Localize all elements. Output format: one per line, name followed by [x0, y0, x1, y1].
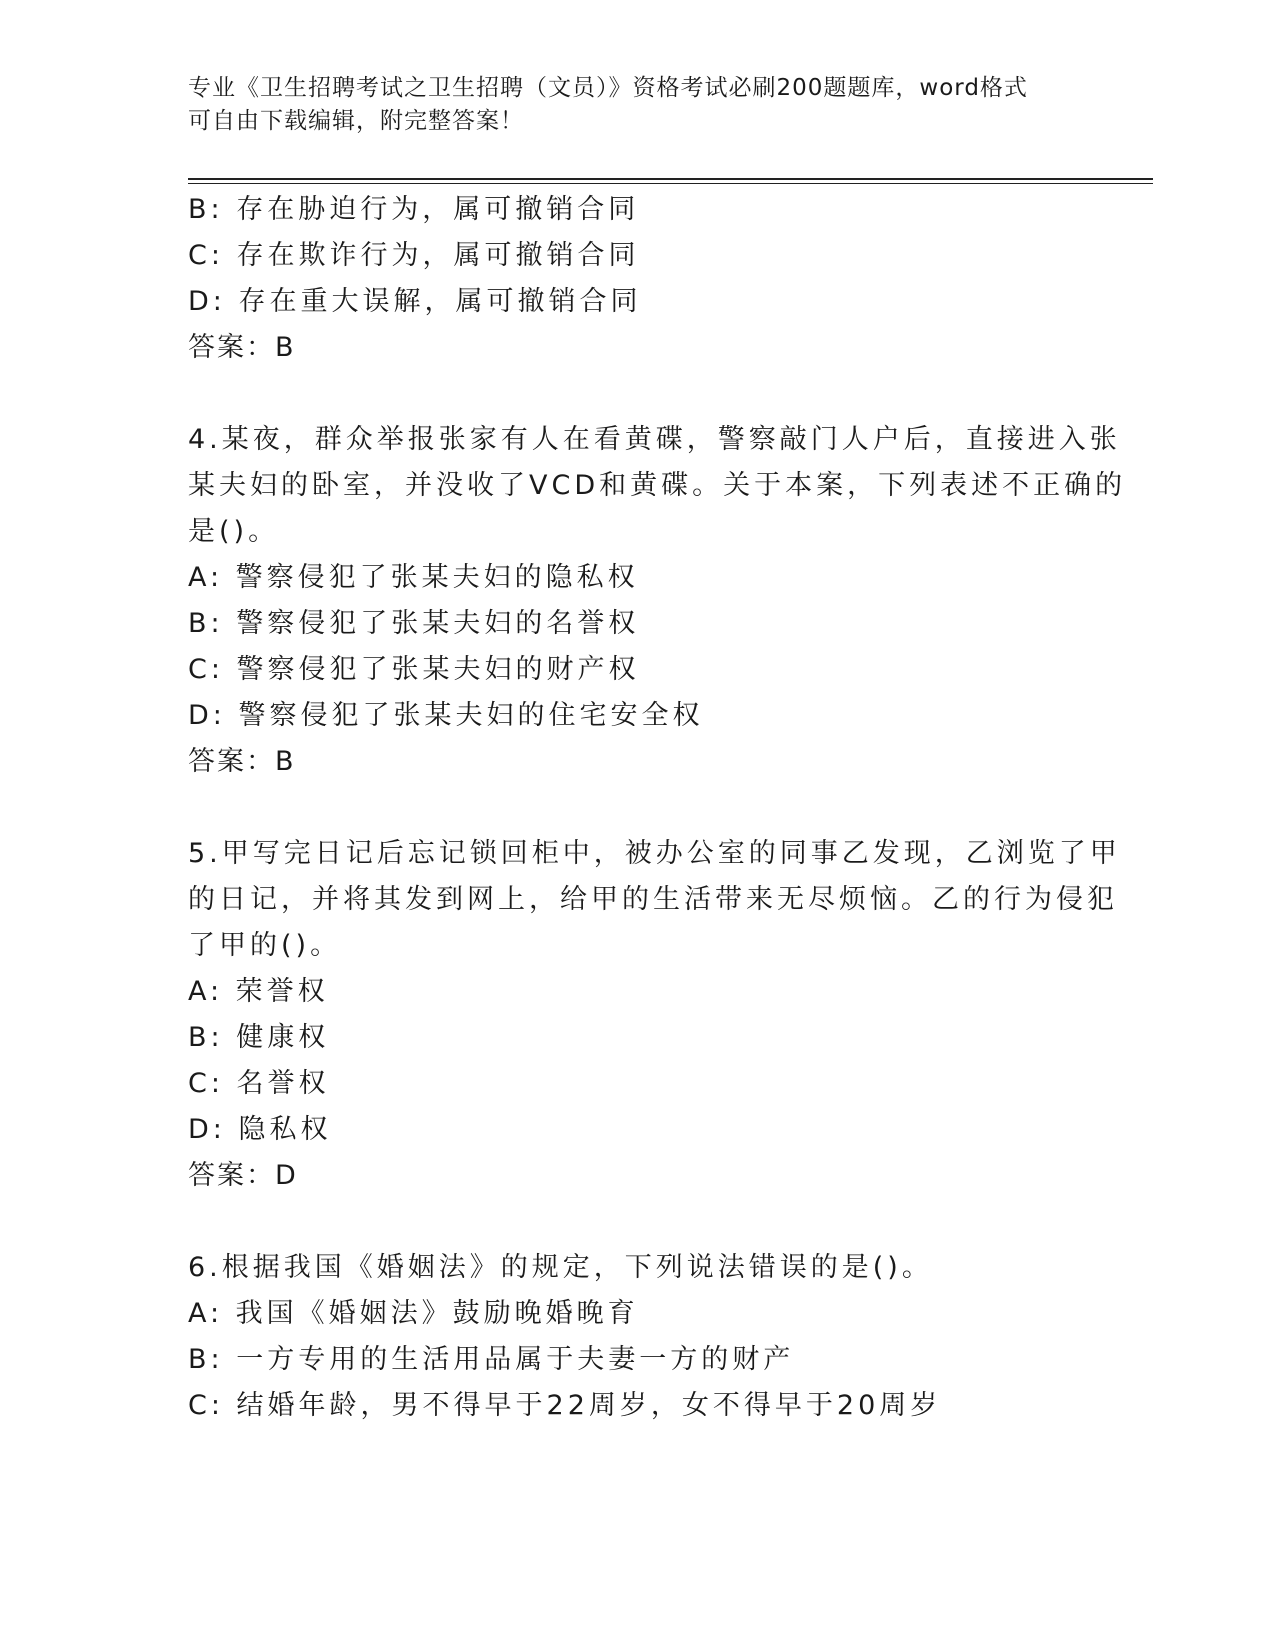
header-line-2: 可自由下载编辑，附完整答案！: [188, 108, 524, 134]
question-stem-line: 4.某夜，群众举报张家有人在看黄碟，警察敲门人户后，直接进入张: [188, 424, 1121, 455]
question-stem-line: 某夫妇的卧室，并没收了VCD和黄碟。关于本案，下列表述不正确的: [188, 470, 1127, 501]
spacer: [188, 371, 1068, 417]
header-line-1: 专业《卫生招聘考试之卫生招聘（文员）》资格考试必刷200题题库，word格式: [188, 75, 1028, 101]
option-a: A: 荣誉权: [188, 976, 329, 1007]
option-b: B: 警察侵犯了张某夫妇的名誉权: [188, 608, 640, 639]
question-3: [188, 187, 1068, 371]
spacer: [188, 785, 1068, 831]
question-5: [188, 831, 1121, 1199]
option-b: B: 存在胁迫行为，属可撤销合同: [188, 194, 640, 225]
option-c: C: 存在欺诈行为，属可撤销合同: [188, 240, 640, 271]
question-stem-line: 是()。: [188, 516, 280, 547]
option-a: A: 我国《婚姻法》鼓励晚婚晚育: [188, 1298, 639, 1329]
question-stem-line: 了甲的()。: [188, 930, 342, 961]
option-a: A: 警察侵犯了张某夫妇的隐私权: [188, 562, 639, 593]
option-b: B: 健康权: [188, 1022, 330, 1053]
question-stem-line: 6.根据我国《婚姻法》的规定，下列说法错误的是()。: [188, 1252, 933, 1283]
option-c: C: 名誉权: [188, 1068, 330, 1099]
option-d: D: 存在重大误解，属可撤销合同: [188, 286, 642, 317]
header-divider-thick: [188, 178, 1153, 180]
question-4: [188, 417, 1127, 785]
option-d: D: 警察侵犯了张某夫妇的住宅安全权: [188, 700, 704, 731]
spacer: [188, 1199, 1068, 1245]
answer: 答案：B: [188, 746, 296, 777]
document-header: [188, 72, 1068, 138]
question-6: [188, 1245, 1068, 1429]
answer: 答案：B: [188, 332, 296, 363]
header-divider-thin: [188, 183, 1153, 184]
option-d: D: 隐私权: [188, 1114, 332, 1145]
option-b: B: 一方专用的生活用品属于夫妻一方的财产: [188, 1344, 795, 1375]
option-c: C: 警察侵犯了张某夫妇的财产权: [188, 654, 640, 685]
question-stem-line: 的日记，并将其发到网上，给甲的生活带来无尽烦恼。乙的行为侵犯: [188, 884, 1118, 915]
answer: 答案：D: [188, 1160, 298, 1191]
question-stem-line: 5.甲写完日记后忘记锁回柜中，被办公室的同事乙发现，乙浏览了甲: [188, 838, 1121, 869]
question-list: [188, 187, 1127, 1429]
option-c: C: 结婚年龄，男不得早于22周岁，女不得早于20周岁: [188, 1390, 942, 1421]
